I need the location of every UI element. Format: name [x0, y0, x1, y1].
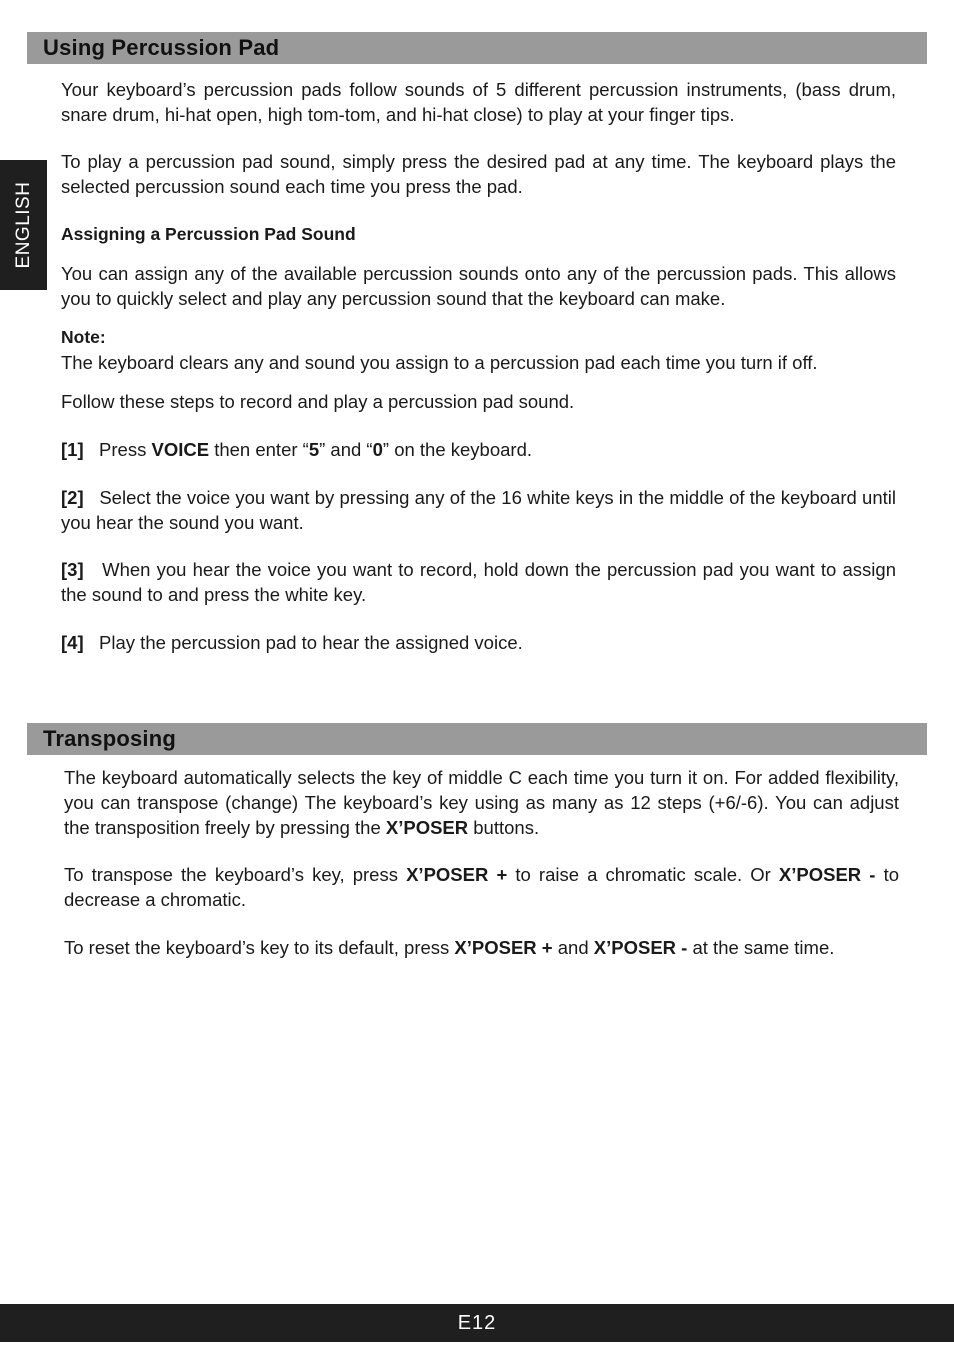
key-label: X’POSER: [385, 817, 469, 838]
language-tab-label: ENGLISH: [12, 181, 34, 269]
step-2: [2] Select the voice you want by pressing any of the 16 white keys in the middle of the keyboard until you hear the sound you want.: [61, 487, 896, 533]
section-title: Transposing: [43, 726, 176, 751]
assign-paragraph: You can assign any of the available percussion sounds onto any of the percussion pads. This allows you to quickly select and play any percussion sound that the keyboard can make.: [61, 263, 896, 309]
play-paragraph: To play a percussion pad sound, simply press the desired pad at any time. The keyboard plays the selected percussion sound each time you press the pad.: [61, 151, 896, 197]
section-header-percussion: [27, 32, 927, 64]
transpose-reset: To reset the keyboard’s key to its default, press X’POSER + and X’POSER - at the same time.: [64, 937, 835, 958]
note-label: Note:: [61, 327, 106, 347]
key-label: X’POSER +: [406, 864, 508, 885]
key-label: VOICE: [151, 439, 210, 460]
page-footer: [0, 1304, 954, 1342]
transpose-intro: The keyboard automatically selects the key of middle C each time you turn it on. For added flexibility, you can transpose (change) The keyboard’s key using as many as 12 steps (+6/-6). You can adjust the transposition freely by pressing the X’POSER buttons.: [64, 767, 899, 838]
intro-paragraph: Your keyboard’s percussion pads follow sounds of 5 different percussion instruments, (bass drum, snare drum, hi-hat open, high tom-tom, and hi-hat close) to play at your finger tips.: [61, 79, 896, 125]
step-number: [1]: [61, 439, 84, 460]
step-4: [4] Play the percussion pad to hear the assigned voice.: [61, 632, 523, 653]
key-label: X’POSER +: [454, 937, 553, 958]
step-number: [2]: [61, 487, 84, 508]
step-1: [1] Press VOICE then enter “5” and “0” on the keyboard.: [61, 439, 533, 460]
section-body-percussion: [61, 77, 896, 655]
step-3: [3] When you hear the voice you want to record, hold down the percussion pad you want to assign the sound to and press the white key.: [61, 559, 896, 605]
follow-paragraph: Follow these steps to record and play a percussion pad sound.: [61, 391, 575, 412]
transpose-how: To transpose the keyboard’s key, press X’POSER + to raise a chromatic scale. Or X’POSER - to decrease a chromatic.: [64, 864, 899, 910]
step-number: [3]: [61, 559, 84, 580]
key-label: 5: [308, 439, 320, 460]
key-label: 0: [372, 439, 383, 460]
section-body-transposing: [64, 765, 899, 960]
language-tab: [0, 160, 47, 290]
step-number: [4]: [61, 632, 84, 653]
note-text: The keyboard clears any and sound you assign to a percussion pad each time you turn if off.: [61, 352, 818, 373]
key-label: X’POSER -: [778, 864, 876, 885]
section-header-transposing: [27, 723, 927, 755]
page-number: E12: [457, 1311, 497, 1334]
section-title: Using Percussion Pad: [43, 35, 280, 60]
key-label: X’POSER -: [593, 937, 688, 958]
sub-heading: Assigning a Percussion Pad Sound: [61, 224, 356, 244]
